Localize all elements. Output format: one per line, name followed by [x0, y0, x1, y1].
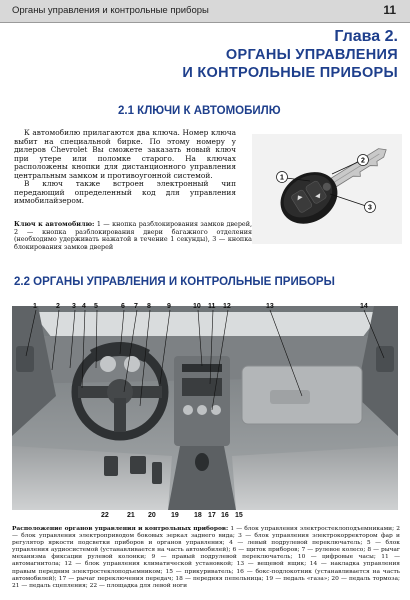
- callout-10: 10: [193, 303, 201, 310]
- callout-16: 16: [221, 512, 229, 519]
- chapter-number: Глава 2.: [334, 28, 398, 45]
- chapter-heading: [182, 27, 398, 82]
- keys-body-text: [14, 129, 236, 206]
- key-caption-lead: Ключ к автомобилю:: [14, 220, 95, 228]
- callout-6: 6: [121, 303, 125, 310]
- callout-22: 22: [101, 512, 109, 519]
- running-title: Органы управления и контрольные приборы: [12, 5, 209, 16]
- callout-13: 13: [266, 303, 274, 310]
- callout-4: 4: [82, 303, 86, 310]
- key-label-2: 2: [361, 157, 365, 165]
- callout-20: 20: [148, 512, 156, 519]
- key-label-1: 1: [280, 174, 284, 182]
- callout-9: 9: [167, 303, 171, 310]
- dashboard-photo: [12, 306, 398, 510]
- page-number: 11: [383, 3, 396, 17]
- callout-1: 1: [33, 303, 37, 310]
- callout-17: 17: [208, 512, 216, 519]
- keys-paragraph-2: В ключ также встроен электронный чип передающий определенный код для управления иммобилайзером.: [14, 179, 236, 205]
- car-key-illustration: [252, 134, 402, 244]
- callout-7: 7: [134, 303, 138, 310]
- page-header: [0, 0, 410, 23]
- chapter-title-line1: ОРГАНЫ УПРАВЛЕНИЯ: [225, 47, 398, 63]
- callout-3: 3: [72, 303, 76, 310]
- dashboard-caption-text: 1 — блок управления электростеклоподъемниками; 2 — блок управления электроприводом боковых зеркал заднего вида; 3 — блок управления электрокорректором фар и регулятор яркости подсветки приборов и органов управления; 4 — левый подрулевой переключатель; 5 — блок управления аудиосистемой (устанавливается на часть автомобилей); 6 — щиток приборов; 7 — рулевое колесо; 8 — рычаг механизма фиксации рулевой колонки; 9 — правый подрулевой переключатель; 10 — цифровые часы; 11 — автомагнитола; 12 — блок управления климатической установкой; 13 — вещевой ящик; 14 — накладка управления правым передним электростеклоподъемником; 15 — прикуриватель; 16 — бокс-подлокотник (устанавливается на часть автомобилей); 17 — рычаг переключения передач; 18 — передняя пепельница; 19 — педаль «газа»; 20 — педаль тормоза; 21 — педаль сцепления; 22 — площадка для левой ноги: [12, 526, 400, 589]
- keys-paragraph-1: К автомобилю прилагаются два ключа. Номер ключа выбит на специальной бирке. По этому номеру у дилеров Chevrolet Вы сможете заказать новый ключ при утере или поломке старого. На ключах расположены кнопки для дистанционного управления центральным замком и противоугонной системой.: [14, 128, 236, 180]
- callout-15: 15: [235, 512, 243, 519]
- callout-21: 21: [127, 512, 135, 519]
- dashboard-caption-lead: Расположение органов управления и контрольных приборов:: [12, 525, 229, 532]
- key-caption-text: 1 — кнопка разблокирования замков дверей, 2 — кнопка разблокирования двери багажного отделения (необходимо удерживать нажатой в течение 1 секунды), 3 — кнопка блокирования замков дверей: [14, 220, 252, 251]
- callout-2: 2: [56, 303, 60, 310]
- section-title-controls: 2.2 ОРГАНЫ УПРАВЛЕНИЯ И КОНТРОЛЬНЫЕ ПРИБОРЫ: [14, 276, 335, 288]
- callout-8: 8: [147, 303, 151, 310]
- callout-18: 18: [194, 512, 202, 519]
- section-title-keys: 2.1 КЛЮЧИ К АВТОМОБИЛЮ: [118, 105, 281, 117]
- key-label-3: 3: [368, 204, 372, 212]
- chapter-title-line2: И КОНТРОЛЬНЫЕ ПРИБОРЫ: [182, 65, 398, 81]
- dashboard-caption: [12, 525, 400, 590]
- callout-14: 14: [360, 303, 368, 310]
- callout-11: 11: [208, 303, 216, 310]
- callout-12: 12: [223, 303, 231, 310]
- callout-19: 19: [171, 512, 179, 519]
- callout-5: 5: [94, 303, 98, 310]
- key-figure-caption: [14, 221, 252, 251]
